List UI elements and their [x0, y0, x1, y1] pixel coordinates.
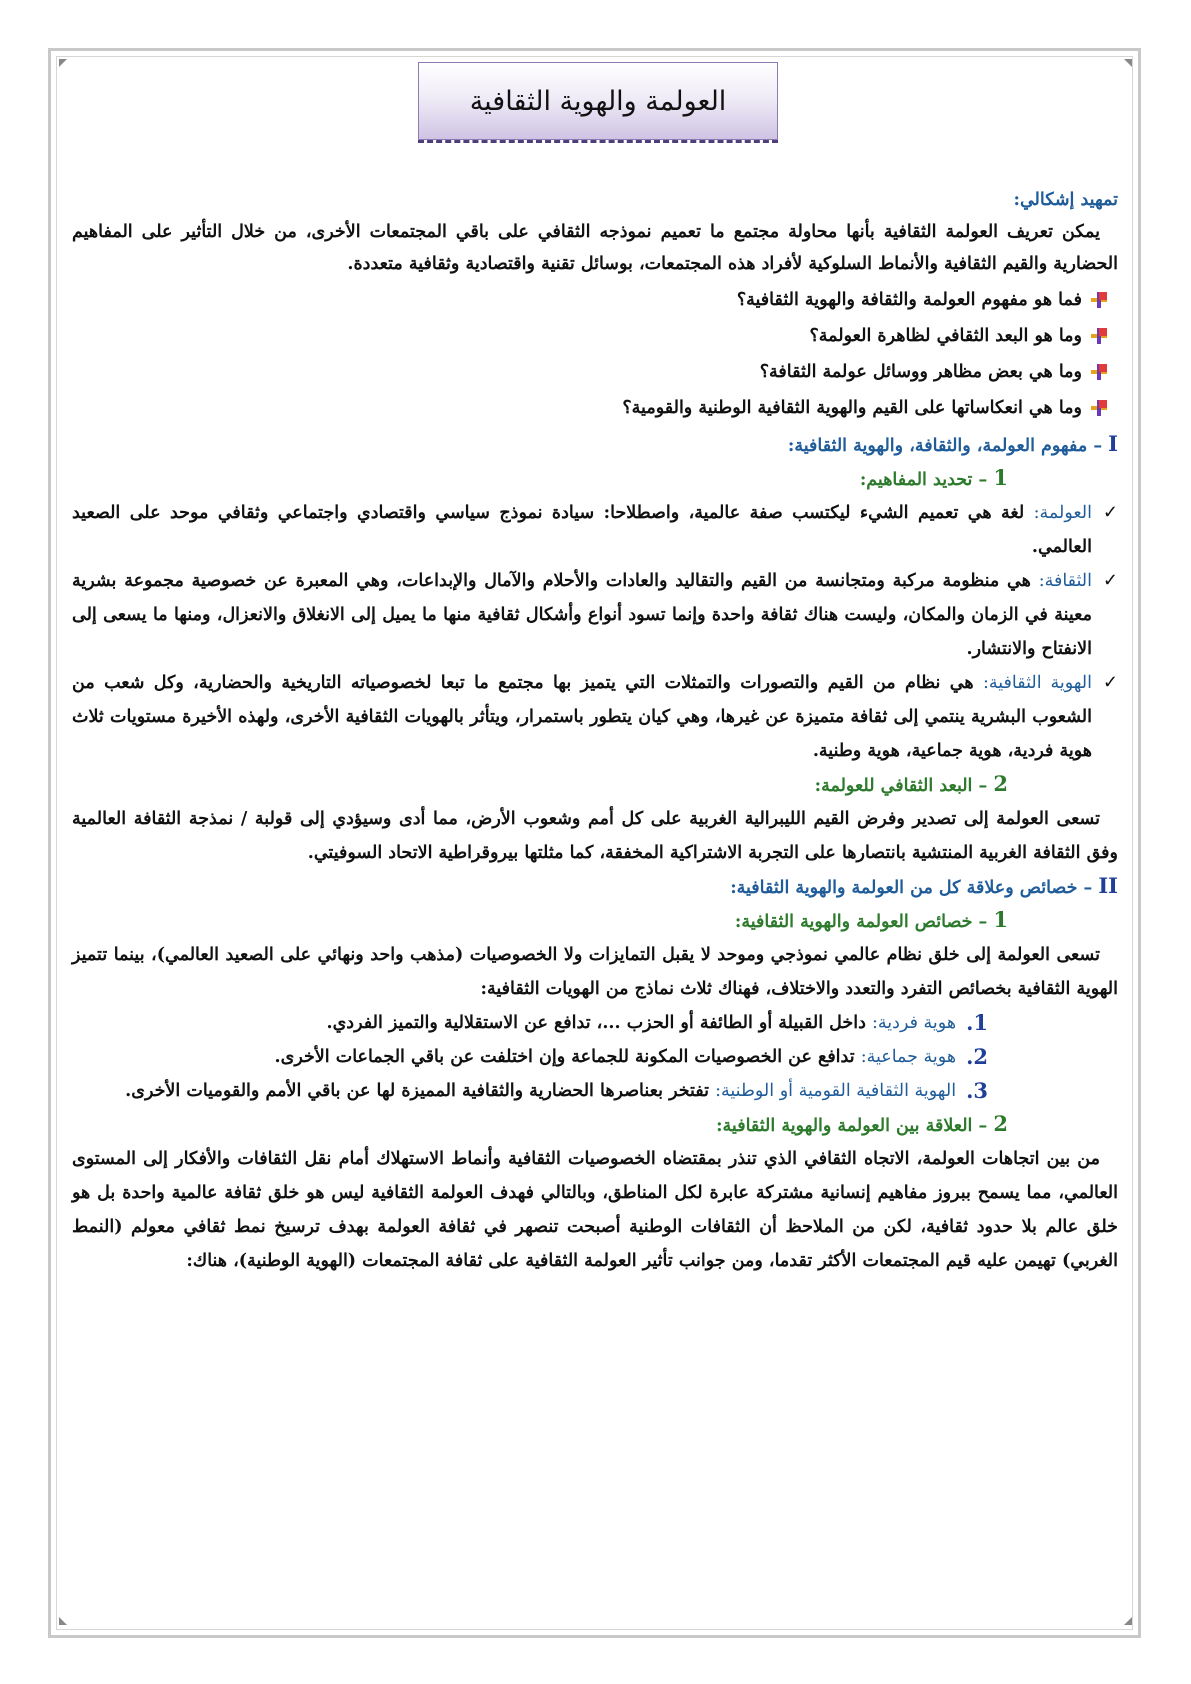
question-text: وما هي بعض مظاهر ووسائل عولمة الثقافة؟ [759, 362, 1082, 382]
subsection-heading [72, 904, 1118, 938]
subsection-title: – تحديد المفاهيم: [859, 470, 988, 490]
definition-text: هي نظام من القيم والتصورات والتمثلات التي يتميز بها مجتمع ما تبعا لخصوصياته التاريخية والحضارية، وكل شعب من الشعوب البشرية ينتمي إلى ثقافة متميزة عن غيرها، وهي كيان يتطور باستمرار، ويتأثر بالهويات الثقافية الأخرى، ولهذه الأخيرة مستويات ثلاث هوية فردية، هوية جماعية، هوية وطنية. [72, 673, 1092, 761]
corner-ornament [59, 59, 67, 67]
model-text: تفتخر بعناصرها الحضارية والثقافية المميزة لها عن باقي الأمم والقوميات الأخرى. [125, 1081, 716, 1101]
section-title: – خصائص وعلاقة كل من العولمة والهوية الثقافية: [730, 878, 1093, 898]
list-item [72, 1006, 1118, 1040]
puzzle-bullet-icon [1090, 327, 1108, 345]
item-number: 3. [966, 1078, 988, 1103]
definition-item [72, 666, 1118, 768]
item-number: 2. [966, 1044, 988, 1069]
page-title: العولمة والهوية الثقافية [469, 85, 727, 117]
section-number: I [1108, 431, 1118, 456]
subsection-title: – العلاقة بين العولمة والهوية الثقافية: [716, 1116, 988, 1136]
definition-term: العولمة: [1033, 503, 1092, 523]
definition-text: لغة هي تعميم الشيء ليكتسب صفة عالمية، واصطلاحا: سيادة نموذج سياسي واقتصادي واجتماعي وثقافي موحد على الصعيد العالمي. [72, 503, 1092, 557]
subsection-title: – خصائص العولمة والهوية الثقافية: [734, 912, 988, 932]
models-list [72, 1006, 1118, 1108]
section-heading [72, 428, 1118, 462]
model-term: هوية فردية: [872, 1013, 957, 1033]
definition-term: الثقافة: [1038, 571, 1092, 591]
document-body [72, 184, 1118, 1278]
list-item [72, 1040, 1118, 1074]
question-text: وما هي انعكاساتها على القيم والهوية الثقافية الوطنية والقومية؟ [622, 398, 1082, 418]
section-heading [72, 870, 1118, 904]
question-text: وما هو البعد الثقافي لظاهرة العولمة؟ [809, 326, 1082, 346]
intro-paragraph: يمكن تعريف العولمة الثقافية بأنها محاولة مجتمع ما تعميم نموذجه الثقافي على باقي المجتمعات الأخرى، من خلال التأثير على المفاهيم الحضارية والقيم الثقافية والأنماط السلوكية لأفراد هذه المجتمعات، بوسائل تقنية واقتصادية وثقافية متعددة. [72, 222, 1118, 274]
question-text: فما هو مفهوم العولمة والثقافة والهوية الثقافية؟ [736, 290, 1082, 310]
corner-ornament [1124, 1617, 1132, 1625]
puzzle-bullet-icon [1090, 363, 1108, 381]
subsection-heading [72, 462, 1118, 496]
model-text: داخل القبيلة أو الطائفة أو الحزب ...، تدافع عن الاستقلالية والتميز الفردي. [326, 1013, 872, 1033]
definition-item [72, 496, 1118, 564]
subsection-number: 1 [993, 907, 1008, 932]
list-item [72, 354, 1118, 390]
intro-heading: تمهيد إشكالي: [1013, 190, 1118, 210]
list-item [72, 318, 1118, 354]
check-icon: ✓ [1102, 570, 1118, 591]
subsection-heading [72, 1108, 1118, 1142]
question-list [72, 282, 1118, 426]
definition-item [72, 564, 1118, 666]
body-paragraph: تسعى العولمة إلى خلق نظام عالمي نموذجي وموحد لا يقبل التمايزات ولا الخصوصيات (مذهب واحد ونهائي على الصعيد العالمي)، بينما تتميز الهوية الثقافية بخصائص التفرد والتعدد والاختلاف، فهناك ثلاث نماذج من الهويات الثقافية: [72, 945, 1118, 999]
body-paragraph: تسعى العولمة إلى تصدير وفرض القيم الليبرالية الغربية على كل أمم وشعوب الأرض، مما أدى وسيؤدي إلى قولبة / نمذجة الثقافة العالمية وفق الثقافة الغربية المنتشية بانتصارها على التجربة الاشتراكية المخفقة، كما مثلتها بيروقراطية الاتحاد السوفيتي. [72, 809, 1118, 863]
definition-term: الهوية الثقافية: [983, 673, 1092, 693]
subsection-number: 2 [993, 1111, 1008, 1136]
puzzle-bullet-icon [1090, 291, 1108, 309]
title-box [418, 62, 778, 140]
item-number: 1. [966, 1010, 988, 1035]
model-text: تدافع عن الخصوصيات المكونة للجماعة وإن اختلفت عن باقي الجماعات الأخرى. [274, 1047, 861, 1067]
subsection-number: 1 [993, 465, 1008, 490]
list-item [72, 390, 1118, 426]
check-icon: ✓ [1102, 672, 1118, 693]
subsection-heading [72, 768, 1118, 802]
section-number: II [1098, 873, 1118, 898]
definition-text: هي منظومة مركبة ومتجانسة من القيم والتقاليد والعادات والأحلام والآمال والإبداعات، وهي المعبرة عن خصوصية مجموعة بشرية معينة في الزمان والمكان، وليست هناك ثقافة واحدة وإنما تسود أنواع وأشكال ثقافية منها ما يميل إلى الانغلاق والانعزال، ومنها ما يسعى إلى الانفتاح والانتشار. [72, 571, 1092, 659]
title-underline [418, 140, 778, 143]
body-paragraph: من بين اتجاهات العولمة، الاتجاه الثقافي الذي تنذر بمقتضاه الخصوصيات الثقافية وأنماط الاستهلاك أمام نقل الثقافات والأفكار إلى المستوى العالمي، مما يسمح ببروز مفاهيم إنسانية مشتركة عابرة لكل المناطق، وبالتالي فهدف العولمة الثقافية ليس هو خلق ثقافة عالمية واحدة بل هو خلق عالم بلا حدود ثقافية، لكن من الملاحظ أن الثقافات الوطنية أصبحت تنصهر في ثقافة العولمة بهدف ترسيخ نمط ثقافي معولم (النمط الغربي) تهيمن عليه قيم المجتمعات الأكثر تقدما، ومن جوانب تأثير العولمة الثقافية على ثقافة المجتمعات (الهوية الوطنية)، هناك: [72, 1149, 1118, 1271]
check-icon: ✓ [1102, 502, 1118, 523]
list-item [72, 282, 1118, 318]
subsection-number: 2 [993, 771, 1008, 796]
corner-ornament [59, 1617, 67, 1625]
model-term: الهوية الثقافية القومية أو الوطنية: [715, 1081, 957, 1101]
subsection-title: – البعد الثقافي للعولمة: [814, 776, 988, 796]
section-title: – مفهوم العولمة، والثقافة، والهوية الثقافية: [787, 436, 1103, 456]
model-term: هوية جماعية: [860, 1047, 957, 1067]
list-item [72, 1074, 1118, 1108]
corner-ornament [1124, 59, 1132, 67]
puzzle-bullet-icon [1090, 399, 1108, 417]
